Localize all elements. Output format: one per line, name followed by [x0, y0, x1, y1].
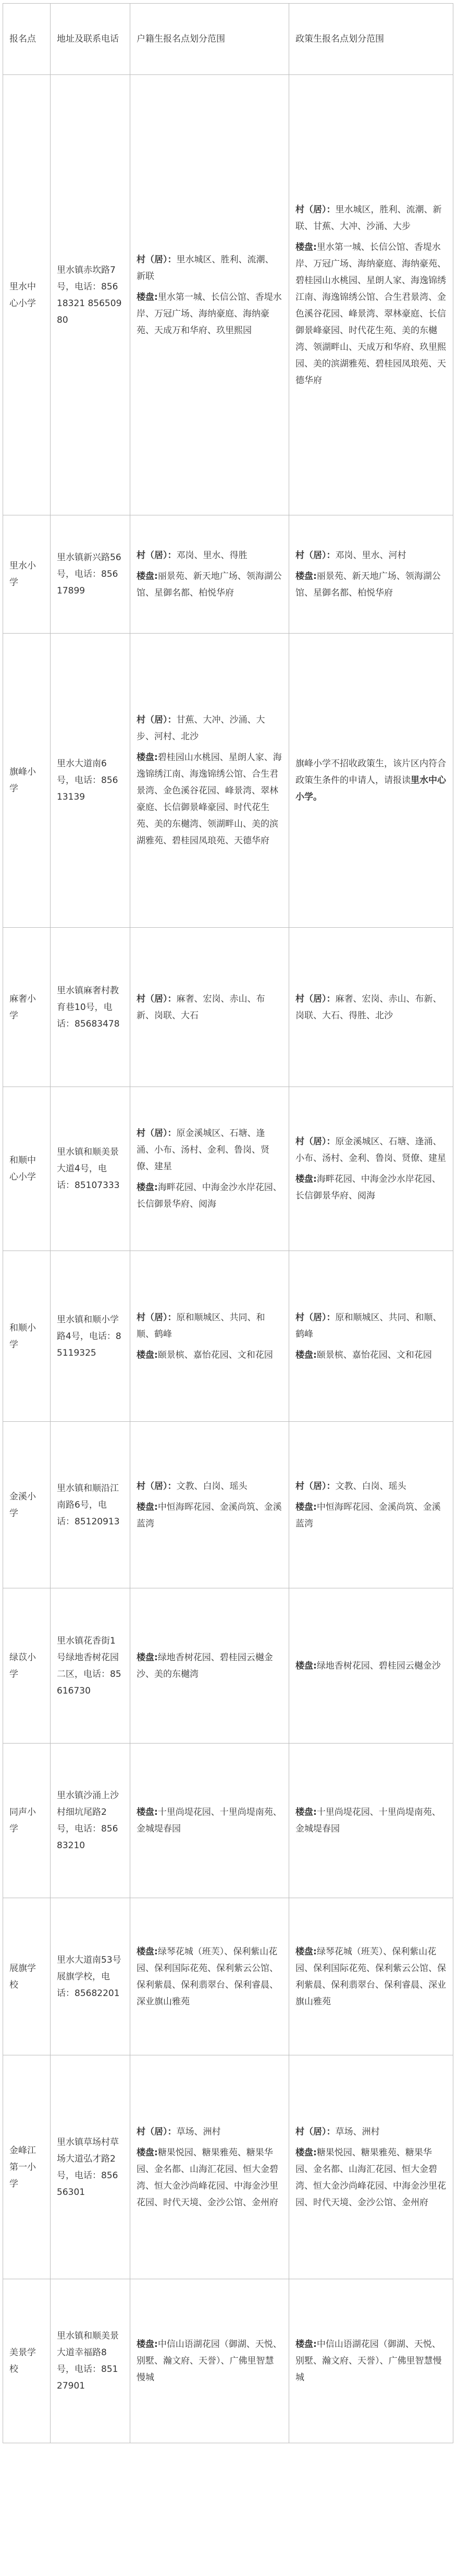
- scope-text: 原和顺城区、共同、和顺、鹤峰: [137, 1312, 265, 1340]
- scope-label: 楼盘:: [295, 571, 317, 582]
- scope-entry: [137, 2144, 282, 2211]
- table-row: [3, 1251, 453, 1422]
- scope-entry: [295, 547, 447, 564]
- school-name: 旗峰小学: [3, 634, 51, 928]
- scope-label: 村（居）：: [295, 204, 336, 215]
- scope-text: 麻奢、宏岗、赤山、布新、岗联、大石、得胜、北沙: [295, 993, 442, 1021]
- table-row: [3, 75, 453, 515]
- scope-entry: [295, 991, 447, 1024]
- scope-entry: [137, 712, 282, 745]
- school-address: 里水镇和顺美景大道幸福路8号，电话：85127901: [51, 2279, 130, 2443]
- scope-text: 原金溪城区、石塘、逢涌、小布、汤村、金利、鲁岗、贤僚、建星: [295, 1137, 446, 1164]
- scope-label: 楼盘:: [295, 1501, 317, 1512]
- table-row: [3, 1422, 453, 1588]
- zhengce-scope: [289, 1251, 453, 1422]
- scope-label: 村（居）：: [137, 550, 177, 561]
- zhengce-scope: [289, 1588, 453, 1744]
- scope-text: 绿地香树花园、碧桂园云樾金沙: [316, 1660, 441, 1671]
- school-address: 里水镇和顺小学路4号，电话：85119325: [51, 1251, 130, 1422]
- scope-label: 楼盘:: [137, 292, 158, 302]
- scope-text: 绿琴花城（班芙）、保利紫山花园、保利国际花苑、保利紫云公馆、保利紫晨、保利翡翠台、保利睿晨、深业旗山雅苑: [137, 1946, 278, 2007]
- scope-entry: [137, 547, 282, 564]
- scope-text: 麻奢、宏岗、赤山、布新、岗联、大石: [137, 993, 265, 1021]
- scope-label: 村（居）：: [295, 1137, 336, 1147]
- scope-entry: [295, 239, 447, 389]
- school-name: 里水中心小学: [3, 75, 51, 515]
- huji-scope: [130, 515, 289, 634]
- scope-label: 楼盘:: [295, 1174, 317, 1184]
- scope-text: 里水城区，胜利、流潮、新联、甘蕉、大冲、沙涌、大步: [295, 204, 442, 232]
- scope-text: 中信山语湖花园（御湖、天悦、别墅、瀚文府、天誉）、广佛里智慧慢城: [295, 2339, 442, 2383]
- scope-entry: [295, 1658, 447, 1674]
- school-address: 里水大道南53号展旗学校，电话：85682201: [51, 1898, 130, 2055]
- scope-label: 村（居）：: [137, 1481, 177, 1492]
- school-address: 里水镇和顺沿江南路6号，电话：85120913: [51, 1422, 130, 1588]
- scope-label: 村（居）：: [137, 715, 177, 725]
- scope-entry: [137, 1943, 282, 2010]
- table-row: [3, 2279, 453, 2443]
- school-address: 里水大道南6号，电话：85613139: [51, 634, 130, 928]
- huji-scope: [130, 1744, 289, 1898]
- scope-label: 楼盘:: [137, 571, 158, 582]
- scope-text: 中恒海晖花园、金溪尚筑、金溪蓝湾: [295, 1501, 441, 1529]
- scope-entry: [137, 991, 282, 1024]
- zhengce-scope: [289, 2279, 453, 2443]
- scope-entry: [137, 1309, 282, 1343]
- school-name: 和顺中心小学: [3, 1087, 51, 1251]
- school-name: 同声小学: [3, 1744, 51, 1898]
- school-address: 里水镇和顺美景大道4号，电话：85107333: [51, 1087, 130, 1251]
- scope-text: 文教、白岗、瑶头: [335, 1481, 406, 1492]
- huji-scope: [130, 75, 289, 515]
- scope-entry: [137, 2124, 282, 2140]
- school-name: 金峰江第一小学: [3, 2055, 51, 2279]
- zhengce-scope: [289, 1087, 453, 1251]
- scope-label: 村（居）：: [137, 993, 177, 1004]
- header-huji: 户籍生报名点划分范围: [130, 4, 289, 75]
- table-row: [3, 1744, 453, 1898]
- school-name: 展旗学校: [3, 1898, 51, 2055]
- school-address: 里水镇麻奢村教育巷10号，电话：85683478: [51, 928, 130, 1087]
- scope-entry: [137, 1125, 282, 1175]
- scope-text: 里水第一城、长信公馆、香堤水岸、万冠广场、海纳豪庭、海纳豪苑、天成万和华府、玖里熙园: [137, 292, 282, 336]
- scope-text: 十里尚堤花园、十里尚堤南苑、金城堤春园: [295, 1807, 441, 1834]
- huji-scope: [130, 2279, 289, 2443]
- scope-entry: [295, 201, 447, 235]
- scope-entry: [137, 1499, 282, 1532]
- header-school: 报名点: [3, 4, 51, 75]
- scope-label: 村（居）：: [137, 2126, 177, 2137]
- scope-label: 楼盘:: [295, 1660, 317, 1671]
- scope-label: 楼盘:: [295, 1946, 317, 1957]
- school-name: 麻奢小学: [3, 928, 51, 1087]
- table-row: [3, 1087, 453, 1251]
- zhengce-scope: [289, 75, 453, 515]
- scope-label: 村（居）：: [295, 1312, 336, 1323]
- scope-entry: [137, 251, 282, 285]
- scope-label: 楼盘:: [137, 1946, 158, 1957]
- table-body: [3, 75, 453, 2443]
- scope-text: 丽景苑、新天地广场、领海湖公馆、星御名都、柏悦华府: [295, 571, 441, 598]
- scope-entry: [137, 1347, 282, 1363]
- scope-text: 碧桂园山水桃园、星朗人家、海逸锦绣江南、海逸锦绣公馆、合生君景湾、金色溪谷花园、峰景湾、翠林豪庭、长信御景峰豪园、时代花生苑、美的东樾湾、领湖畔山、美的滨湖雅苑、碧桂园凤琅苑、天德华府: [137, 752, 282, 846]
- scope-text: 邓岗、里水、得胜: [176, 550, 248, 561]
- scope-label: 村（居）：: [295, 550, 336, 561]
- school-address: 里水镇草场村草场大道弘才路2号，电话：85656301: [51, 2055, 130, 2279]
- scope-entry: [295, 1171, 447, 1204]
- scope-text: 草场、洲村: [176, 2126, 221, 2137]
- scope-entry: [295, 568, 447, 601]
- scope-text: 邓岗、里水、河村: [335, 550, 406, 561]
- zhengce-scope: [289, 1422, 453, 1588]
- scope-text: 海畔花园、中海金沙水岸花园、长信御景华府、阅海: [137, 1182, 282, 1209]
- scope-text: 绿地香树花园、碧桂园云樾金沙、美的东樾湾: [137, 1652, 273, 1680]
- scope-entry: [295, 1347, 447, 1363]
- scope-entry: [295, 1943, 447, 2010]
- scope-label: 楼盘:: [137, 1807, 158, 1817]
- header-row: [3, 4, 453, 75]
- scope-label: 村（居）：: [137, 254, 177, 265]
- scope-label: 楼盘:: [137, 1652, 158, 1663]
- huji-scope: [130, 1087, 289, 1251]
- school-name: 里水小学: [3, 515, 51, 634]
- enrollment-table: [3, 3, 453, 2443]
- header-zhengce: 政策生报名点划分范围: [289, 4, 453, 75]
- scope-text: 十里尚堤花园、十里尚堤南苑、金城堤春园: [137, 1807, 282, 1834]
- school-address: 里水镇赤坎路7号，电话：85618321 85650980: [51, 75, 130, 515]
- scope-label: 楼盘:: [137, 2147, 158, 2158]
- scope-label: 楼盘:: [295, 2147, 317, 2158]
- table-row: [3, 515, 453, 634]
- scope-label: 楼盘:: [295, 2339, 317, 2350]
- scope-label: 村（居）：: [295, 1481, 336, 1492]
- scope-label: 楼盘:: [137, 2339, 158, 2350]
- scope-text: 里水城区、胜利、流潮、新联: [137, 254, 274, 282]
- scope-entry: [137, 749, 282, 849]
- school-address: 里水镇花香街1号绿地香树花园二区，电话：85616730: [51, 1588, 130, 1744]
- school-name: 和顺小学: [3, 1251, 51, 1422]
- school-address: 里水镇沙涌上沙村细坑尾路2号，电话：85683210: [51, 1744, 130, 1898]
- scope-text: 丽景苑、新天地广场、领海湖公馆、星御名都、柏悦华府: [137, 571, 282, 598]
- scope-entry: [295, 1133, 447, 1167]
- scope-entry: [137, 2336, 282, 2386]
- zhengce-scope: [289, 2055, 453, 2279]
- school-name: 金溪小学: [3, 1422, 51, 1588]
- table-row: [3, 1588, 453, 1744]
- table-row: [3, 1898, 453, 2055]
- scope-entry: [137, 1804, 282, 1837]
- scope-text: 甘蕉、大冲、沙涌、大步、河村、北沙: [137, 715, 265, 742]
- scope-text: 糖果悦园、糖果雅苑、糖果华园、金名都、山海汇花园、恒大金碧湾、恒大金沙尚峰花园、中海金沙里花园、时代天境、金沙公馆、金州府: [137, 2147, 278, 2208]
- scope-text: 绿琴花城（班芙）、保利紫山花园、保利国际花苑、保利紫云公馆、保利紫晨、保利翡翠台、保利睿晨、深业旗山雅苑: [295, 1946, 446, 2007]
- scope-entry: [295, 1499, 447, 1532]
- scope-entry: [295, 2336, 447, 2386]
- scope-label: 村（居）：: [137, 1128, 177, 1139]
- scope-text: 颐景槟、嘉怡花园、文和花园: [316, 1349, 432, 1360]
- scope-label: 楼盘:: [137, 1501, 158, 1512]
- scope-entry: [295, 2144, 447, 2211]
- scope-label: 楼盘:: [137, 1349, 158, 1360]
- zhengce-note-school: 里水中心小学。: [295, 775, 446, 802]
- scope-entry: [295, 1478, 447, 1495]
- scope-label: 楼盘:: [295, 242, 317, 252]
- scope-label: 楼盘:: [137, 1182, 158, 1193]
- zhengce-scope: [289, 928, 453, 1087]
- huji-scope: [130, 634, 289, 928]
- table-row: [3, 928, 453, 1087]
- scope-entry: [137, 1649, 282, 1683]
- scope-text: 里水第一城、长信公馆、香堤水岸、万冠广场、海纳豪庭、海纳豪苑、碧桂园山水桃园、星朗人家、海逸锦绣江南、海逸锦绣公馆、合生君景湾、金色溪谷花园、峰景湾、翠林豪庭、长信御景峰豪园、时代花生苑、美的东樾湾、领湖畔山、天成万和华府、玖里熙园、美的滨湖雅苑、碧桂园凤琅苑、天德华府: [295, 242, 446, 386]
- scope-text: 糖果悦园、糖果雅苑、糖果华园、金名都、山海汇花园、恒大金碧湾、恒大金沙尚峰花园、中海金沙里花园、时代天境、金沙公馆、金州府: [295, 2147, 446, 2208]
- zhengce-scope: [289, 634, 453, 928]
- huji-scope: [130, 2055, 289, 2279]
- scope-entry: [137, 1478, 282, 1495]
- scope-text: 中信山语湖花园（御湖、天悦、别墅、瀚文府、天誉）、广佛里智慧慢城: [137, 2339, 282, 2383]
- huji-scope: [130, 1251, 289, 1422]
- scope-label: 村（居）：: [295, 993, 336, 1004]
- zhengce-scope: [289, 1898, 453, 2055]
- scope-text: 文教、白岗、瑶头: [176, 1481, 248, 1492]
- school-name: 美景学校: [3, 2279, 51, 2443]
- scope-entry: [137, 289, 282, 339]
- school-name: 绿苡小学: [3, 1588, 51, 1744]
- header-address: 地址及联系电话: [51, 4, 130, 75]
- scope-entry: [295, 2124, 447, 2140]
- table-row: [3, 634, 453, 928]
- huji-scope: [130, 1898, 289, 2055]
- scope-entry: [295, 1804, 447, 1837]
- scope-text: 中恒海晖花园、金溪尚筑、金溪蓝湾: [137, 1501, 282, 1529]
- table-row: [3, 2055, 453, 2279]
- scope-text: 原金溪城区、石塘、逢涌、小布、汤村、金利、鲁岗、贤僚、建星: [137, 1128, 269, 1172]
- scope-text: 海畔花园、中海金沙水岸花园、长信御景华府、阅海: [295, 1174, 441, 1201]
- scope-text: 草场、洲村: [335, 2126, 380, 2137]
- scope-label: 楼盘:: [137, 752, 158, 763]
- scope-entry: [137, 568, 282, 601]
- scope-entry: [137, 1179, 282, 1213]
- huji-scope: [130, 928, 289, 1087]
- zhengce-scope: [289, 515, 453, 634]
- school-address: 里水镇新兴路56号，电话：85617899: [51, 515, 130, 634]
- scope-text: 原和顺城区、共同、和顺、鹤峰: [295, 1312, 442, 1340]
- huji-scope: [130, 1588, 289, 1744]
- zhengce-scope: [289, 1744, 453, 1898]
- scope-label: 楼盘:: [295, 1807, 317, 1817]
- scope-text: 颐景槟、嘉怡花园、文和花园: [157, 1349, 273, 1360]
- scope-label: 村（居）：: [295, 2126, 336, 2137]
- scope-label: 村（居）：: [137, 1312, 177, 1323]
- scope-entry: [295, 1309, 447, 1343]
- zhengce-note: 旗峰小学不招收政策生，该片区内符合政策生条件的申请人，请报读: [295, 759, 446, 786]
- scope-label: 楼盘:: [295, 1349, 317, 1360]
- huji-scope: [130, 1422, 289, 1588]
